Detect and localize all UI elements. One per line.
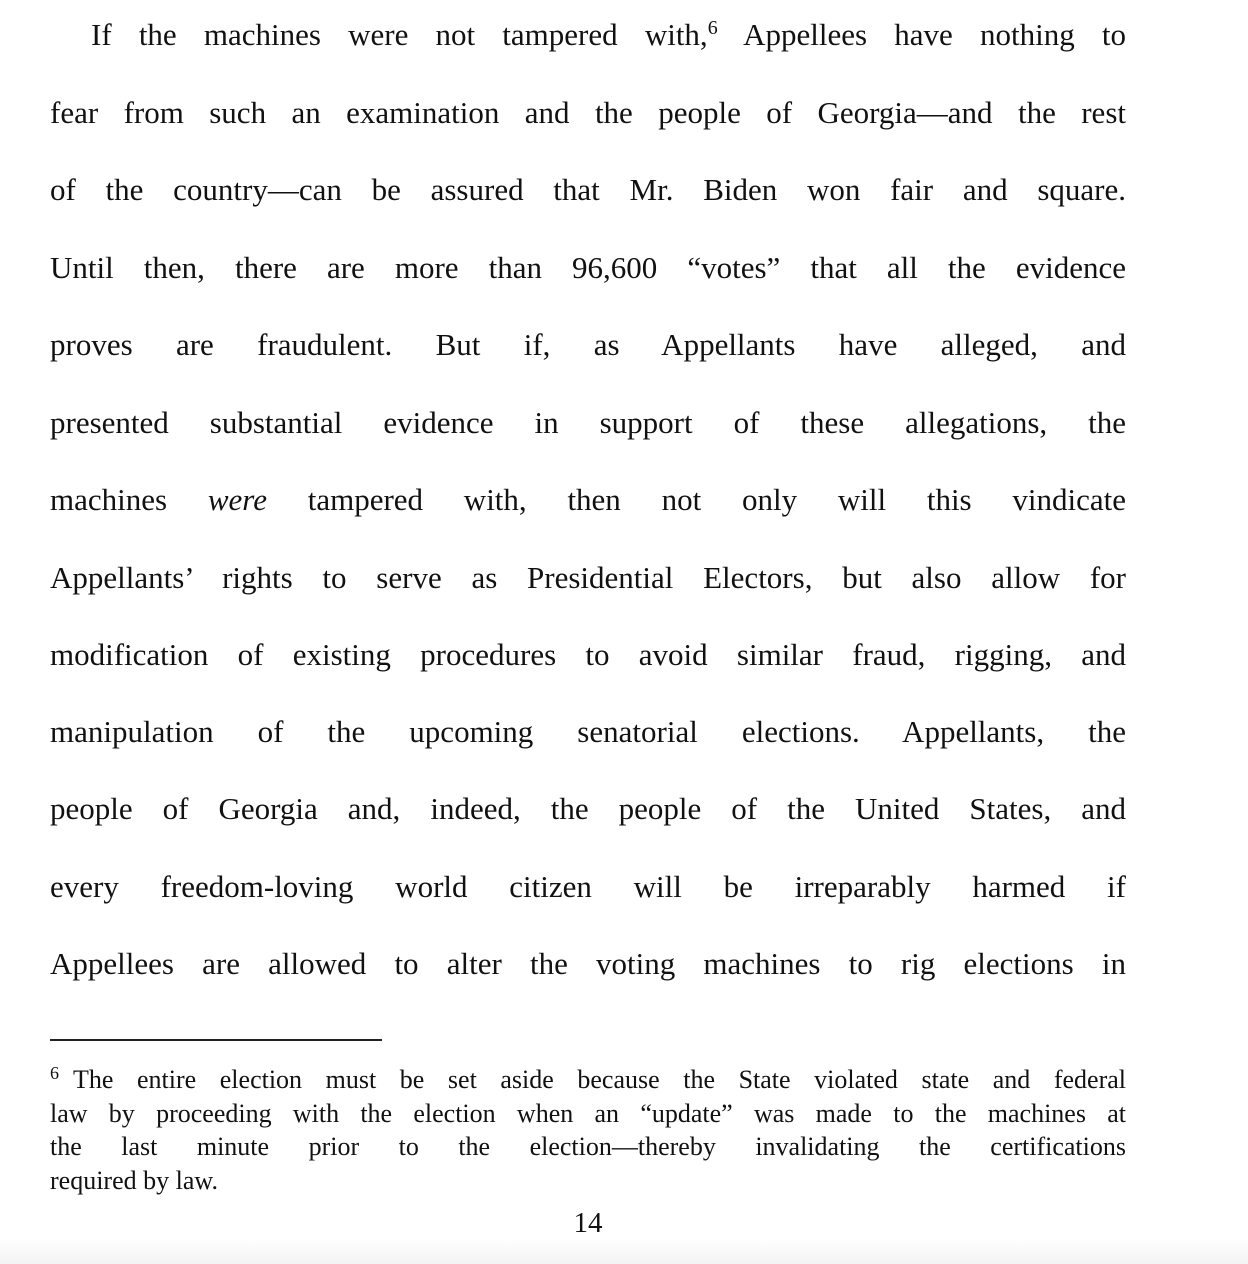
footnote-marker: 6 bbox=[50, 1063, 59, 1083]
body-line-11: people of Georgia and, indeed, the people of the United States, and bbox=[50, 791, 1126, 826]
body-line-13: Appellees are allowed to alter the voting machines to rig elections in bbox=[50, 946, 1126, 981]
body-line-1 bbox=[50, 15, 1126, 55]
footnote-line-3: the last minute prior to the election—thereby invalidating the certifications bbox=[50, 1132, 1126, 1161]
body-line-7 bbox=[50, 480, 1126, 520]
footnote-line-4: required by law. bbox=[50, 1166, 218, 1195]
footnote-separator bbox=[50, 1039, 382, 1041]
body-line-12: every freedom-loving world citizen will be irreparably harmed if bbox=[50, 869, 1126, 904]
page-number: 14 bbox=[573, 1207, 603, 1239]
body-line-5: proves are fraudulent. But if, as Appellants have alleged, and bbox=[50, 327, 1126, 362]
footnote-line-2: law by proceeding with the election when an “update” was made to the machines at bbox=[50, 1099, 1126, 1128]
body-line-4: Until then, there are more than 96,600 “votes” that all the evidence bbox=[50, 250, 1126, 285]
footnote-line-text: The entire election must be set aside because the State violated state and federal bbox=[73, 1065, 1126, 1094]
body-line-2: fear from such an examination and the people of Georgia—and the rest bbox=[50, 95, 1126, 130]
body-line-3: of the country—can be assured that Mr. Biden won fair and square. bbox=[50, 172, 1126, 207]
body-line-10: manipulation of the upcoming senatorial elections. Appellants, the bbox=[50, 714, 1126, 749]
emphasized-word: were bbox=[207, 482, 267, 517]
body-line-text: tampered with, then not only will this vindicate bbox=[266, 482, 1126, 517]
footnote-line-1 bbox=[50, 1063, 1126, 1097]
body-line-text: If the machines were not tampered with, bbox=[91, 17, 708, 52]
body-line-text: machines bbox=[50, 482, 208, 517]
body-line-text: Appellees have nothing to bbox=[717, 17, 1126, 52]
footnote-reference: 6 bbox=[707, 17, 718, 39]
body-line-9: modification of existing procedures to avoid similar fraud, rigging, and bbox=[50, 637, 1126, 672]
body-line-6: presented substantial evidence in support of these allegations, the bbox=[50, 405, 1126, 440]
body-line-8: Appellants’ rights to serve as Presidential Electors, but also allow for bbox=[50, 560, 1126, 595]
